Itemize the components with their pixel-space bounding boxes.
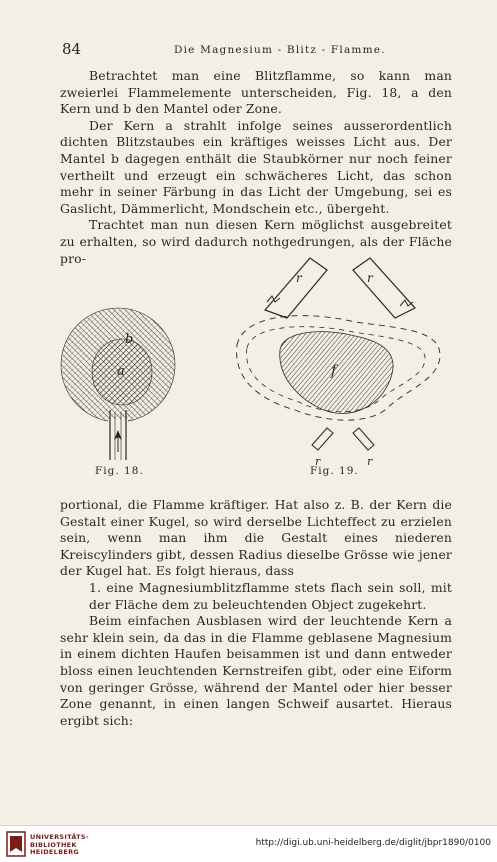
fig19-label-r-bottom-left: r (315, 455, 321, 468)
permalink-url[interactable]: http://digi.ub.uni-heidelberg.de/diglit/jbpr1890/0100 (255, 838, 491, 848)
paragraph: Betrachtet man eine Blitzflamme, so kann man zweierlei Flammelemente unterscheiden, Fig. 18, a den Kern und b den Mantel oder Zone. (60, 68, 452, 117)
paragraph: Beim einfachen Ausblasen wird der leuchtende Kern a sehr klein sein, da das in die Flamme geblasene Magnesium in einem dichten Haufen beisammen ist und dann entweder bloss einen leuchtenden Kernstreifen gibt, oder eine Eiform von geringer Grösse, während der Mantel oder hier besser Zone genannt, in einen langen Schweif ausartet. Hieraus ergibt sich: (60, 613, 452, 728)
figure-area (55, 240, 455, 490)
fig19-label-r-bottom-right: r (367, 455, 373, 468)
fig19-caption: Fig. 19. (310, 465, 359, 477)
fig18-label-a: a (117, 364, 125, 379)
fig19-core (280, 332, 393, 414)
library-name: UNIVERSITÄTS- BIBLIOTHEK HEIDELBERG (30, 833, 89, 856)
page-number: 84 (62, 40, 82, 58)
fig18-caption: Fig. 18. (95, 465, 144, 477)
fig19-drawing (237, 258, 440, 468)
fig19-tube-bottom-left (312, 428, 333, 450)
body-text-top (60, 68, 452, 267)
paragraph: Der Kern a strahlt infolge seines ausserordentlich dichten Blitzstaubes ein kräftiges weisses Licht aus. Der Mantel b dagegen enthält die Staubkörner nur noch feiner vertheilt und erzeugt ein schwächeres Licht, das schon mehr in seiner Färbung in das Licht der Umgebung, sei es Gaslicht, Dämmerlicht, Mondschein etc., übergeht. (60, 117, 452, 216)
fig18-drawing (61, 308, 175, 460)
fig19-tube-right (353, 258, 415, 318)
page-header (62, 40, 452, 58)
fig19-label-f: f (331, 363, 337, 379)
paragraph: Trachtet man nun diesen Kern möglichst ausgebreitet zu erhalten, so wird dadurch nothgedrungen, als der Fläche pro- (60, 217, 452, 266)
paragraph: portional, die Flamme kräftiger. Hat also z. B. der Kern die Gestalt einer Kugel, so wird derselbe Lichteffect zu erzielen sein, wenn man ihm die Gestalt eines niederen Kreiscylinders gibt, dessen Radius dieselbe Grösse wie jener der Kugel hat. Es folgt hieraus, dass (60, 497, 452, 579)
library-logo-icon (6, 831, 26, 857)
fig19-tube-bottom-right (353, 428, 374, 450)
fig19-tube-left (265, 258, 327, 318)
flame-figures (55, 240, 455, 490)
fig18-label-b: b (125, 332, 134, 347)
digitization-footer (0, 825, 497, 862)
list-item: 1. eine Magnesiumblitzflamme stets flach sein soll, mit der Fläche dem zu beleuchtenden Object zugekehrt. (89, 579, 452, 612)
fig19-label-r-top-left: r (296, 271, 302, 285)
body-text-bottom (60, 497, 452, 729)
fig19-label-r-top-right: r (367, 271, 373, 285)
running-head: Die Magnesium - Blitz - Flamme. (174, 44, 386, 56)
